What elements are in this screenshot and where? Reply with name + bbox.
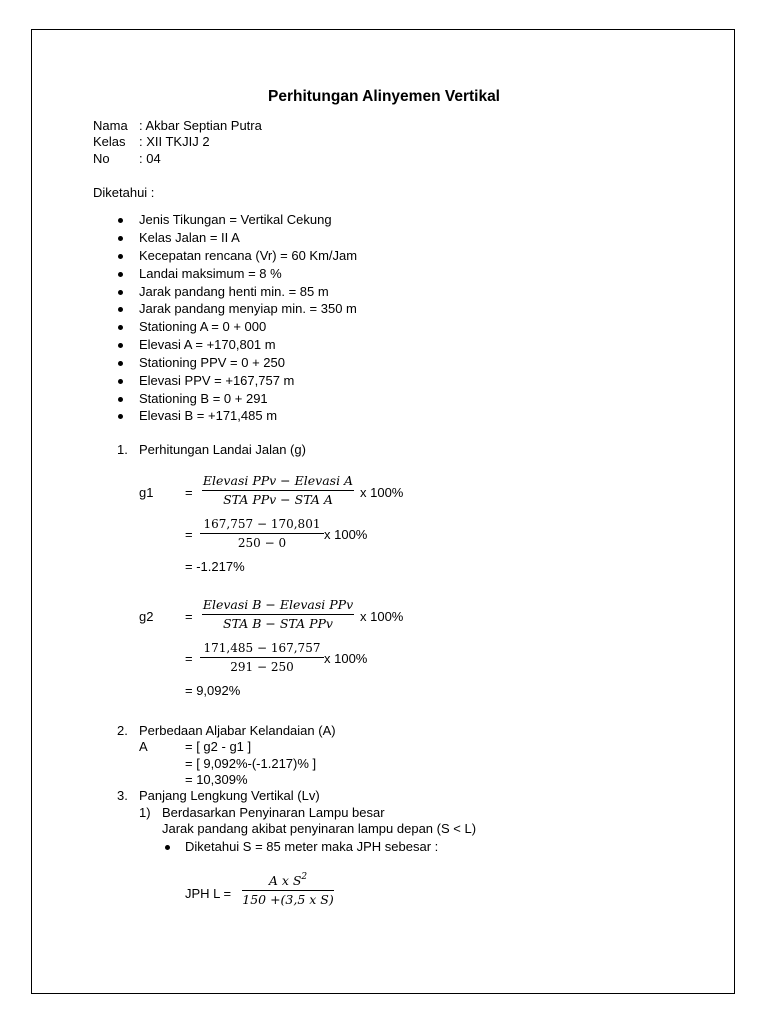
nama-label: Nama <box>93 118 128 133</box>
bullet-dot <box>118 379 123 384</box>
g2-denominator: STA B − STA PPv <box>223 616 333 631</box>
g2-values-fraction <box>200 640 324 675</box>
document-title: Perhitungan Alinyemen Vertikal <box>268 88 500 105</box>
jph-denominator: 150 +(3,5 x S) <box>242 892 334 907</box>
document-page <box>31 29 735 994</box>
no-label: No <box>93 151 110 166</box>
g1-numerator: Elevasi PPv − Elevasi A <box>202 473 354 488</box>
jph-bullet-text: Diketahui S = 85 meter maka JPH sebesar : <box>185 839 439 854</box>
g1-values-denominator: 250 − 0 <box>237 536 287 550</box>
bullet-dot <box>118 361 123 366</box>
g1-values-fraction <box>200 516 324 551</box>
jph-formula-fraction <box>242 873 334 908</box>
g1-result: = -1.217% <box>185 559 245 574</box>
times-100-percent: x 100% <box>324 527 368 542</box>
list-item: Kecepatan rencana (Vr) = 60 Km/Jam <box>139 248 358 263</box>
bullet-dot <box>118 254 123 259</box>
times-100-percent: x 100% <box>360 485 404 500</box>
subsection-heading: Berdasarkan Penyinaran Lampu besar <box>162 805 385 820</box>
times-100-percent: x 100% <box>324 651 368 666</box>
g1-values-numerator: 167,757 − 170,801 <box>203 517 321 531</box>
list-item: Stationing A = 0 + 000 <box>139 319 267 334</box>
g2-label: g2 <box>139 609 154 624</box>
equals-sign: = <box>185 527 193 542</box>
list-item: Stationing B = 0 + 291 <box>139 391 268 406</box>
section-1-number: 1. <box>117 442 128 457</box>
list-item: Elevasi A = +170,801 m <box>139 337 276 352</box>
bullet-dot <box>118 236 123 241</box>
list-item: Kelas Jalan = II A <box>139 230 240 245</box>
list-item: Jenis Tikungan = Vertikal Cekung <box>139 212 332 227</box>
fraction-bar <box>242 890 334 891</box>
kelas-label: Kelas <box>93 134 126 149</box>
a-line-3: = 10,309% <box>185 772 248 787</box>
diketahui-label: Diketahui : <box>93 185 155 200</box>
list-item: Jarak pandang henti min. = 85 m <box>139 284 329 299</box>
bullet-dot <box>118 343 123 348</box>
g1-denominator: STA PPv − STA A <box>223 492 333 507</box>
g2-result: = 9,092% <box>185 683 241 698</box>
no-value: : 04 <box>139 151 161 166</box>
g2-values-numerator: 171,485 − 167,757 <box>203 641 321 655</box>
section-3-number: 3. <box>117 788 128 803</box>
bullet-dot <box>118 272 123 277</box>
bullet-dot <box>165 845 170 850</box>
equals-sign: = <box>185 651 193 666</box>
times-100-percent: x 100% <box>360 609 404 624</box>
bullet-dot <box>118 397 123 402</box>
bullet-dot <box>118 218 123 223</box>
g2-formula-fraction <box>202 597 354 632</box>
a-line-1: = [ g2 - g1 ] <box>185 739 252 754</box>
equals-sign: = <box>185 609 193 624</box>
fraction-bar <box>200 533 324 534</box>
bullet-dot <box>118 325 123 330</box>
list-item: Landai maksimum = 8 % <box>139 266 282 281</box>
g2-values-denominator: 291 − 250 <box>230 660 294 674</box>
g2-numerator: Elevasi B − Elevasi PPv <box>202 597 354 612</box>
list-item: Elevasi B = +171,485 m <box>139 408 278 423</box>
nama-value: : Akbar Septian Putra <box>139 118 262 133</box>
list-item: Jarak pandang menyiap min. = 350 m <box>139 301 357 316</box>
equals-sign: = <box>185 485 193 500</box>
subsection-number: 1) <box>139 805 151 820</box>
g1-label: g1 <box>139 485 154 500</box>
jph-numerator-base: A x S <box>268 873 302 888</box>
section-3-heading: Panjang Lengkung Vertikal (Lv) <box>139 788 320 803</box>
fraction-bar <box>202 490 354 491</box>
bullet-dot <box>118 290 123 295</box>
list-item: Elevasi PPV = +167,757 m <box>139 373 295 388</box>
list-item: Stationing PPV = 0 + 250 <box>139 355 285 370</box>
jph-label: JPH L = <box>185 886 232 901</box>
section-2-number: 2. <box>117 723 128 738</box>
subsection-line: Jarak pandang akibat penyinaran lampu depan (S < L) <box>162 821 477 836</box>
jph-numerator-exponent: 2 <box>301 872 308 882</box>
fraction-bar <box>202 614 354 615</box>
kelas-value: : XII TKJIJ 2 <box>139 134 210 149</box>
jph-numerator <box>242 873 334 889</box>
a-line-2: = [ 9,092%-(-1.217)% ] <box>185 756 317 771</box>
g1-formula-fraction <box>202 473 354 508</box>
bullet-dot <box>118 414 123 419</box>
section-2-heading: Perbedaan Aljabar Kelandaian (A) <box>139 723 336 738</box>
bullet-dot <box>118 307 123 312</box>
section-1-heading: Perhitungan Landai Jalan (g) <box>139 442 306 457</box>
fraction-bar <box>200 657 324 658</box>
a-label: A <box>139 739 148 754</box>
